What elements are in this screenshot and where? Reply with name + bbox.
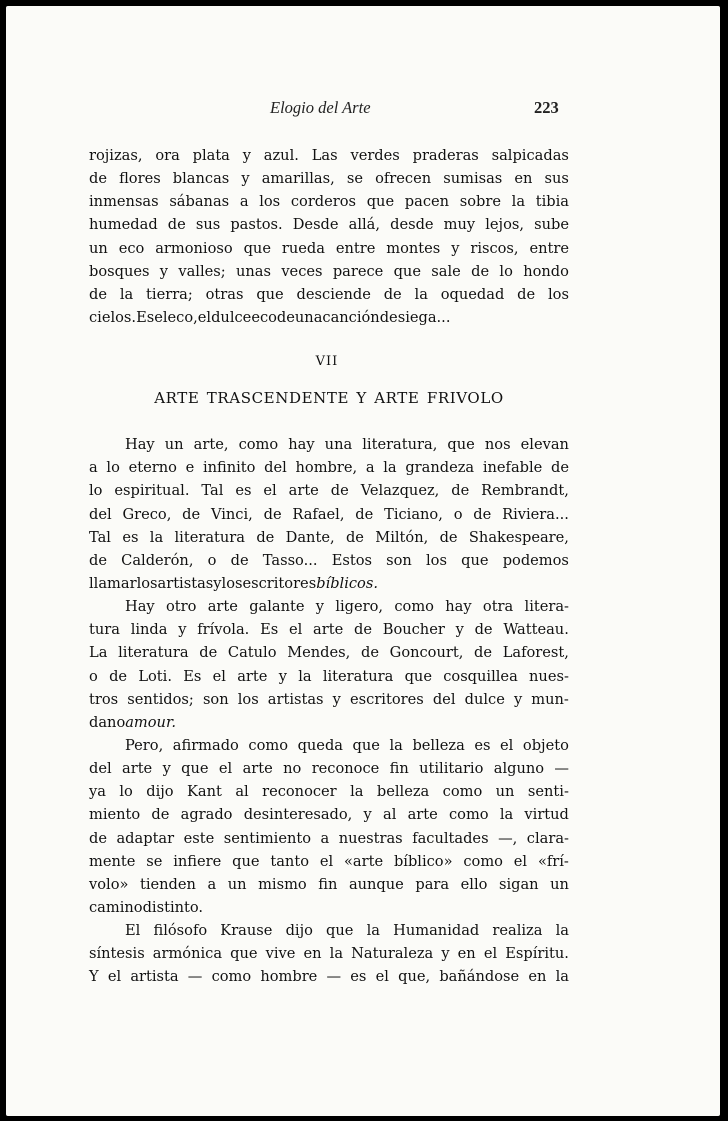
italic-word: bíblicos.: [316, 574, 378, 592]
text-line: un eco armonioso que rueda entre montes y riscos, entre: [89, 239, 569, 257]
text-line: del arte y que el arte no reconoce fin utilitario alguno —: [89, 760, 569, 778]
text-line: humedad de sus pastos. Desde allá, desde muy lejos, sube: [89, 216, 569, 234]
text-line: Y el artista — como hombre — es el que, bañándose en la: [89, 968, 569, 986]
text-line: inmensas sábanas a los corderos que pacen sobre la tibia: [89, 193, 569, 211]
text-line: volo» tienden a un mismo fin aunque para ello sigan un: [89, 875, 569, 893]
paragraph-5: [89, 919, 569, 988]
text-line: cielos. Es el eco, el dulce eco de una canción de siega...: [89, 308, 451, 326]
body-text: [89, 144, 569, 989]
page-header: [6, 98, 720, 122]
text-line: ya lo dijo Kant al reconocer la belleza como un senti-: [89, 783, 569, 801]
text-line: a lo eterno e infinito del hombre, a la grandeza inefable de: [89, 459, 569, 477]
text-line: llamar los artistas y los escritores bíblicos.: [89, 574, 378, 592]
text-line: de la tierra; otras que desciende de la oquedad de los: [89, 285, 569, 303]
running-title: Elogio del Arte: [270, 98, 371, 117]
text-line: o de Loti. Es el arte y la literatura que cosquillea nues-: [89, 667, 569, 685]
text-line: de Calderón, o de Tasso... Estos son los que podemos: [89, 551, 569, 569]
paragraph-2: [89, 433, 569, 595]
book-page: [6, 6, 720, 1116]
text-line: lo espiritual. Tal es el arte de Velazquez, de Rembrandt,: [89, 482, 569, 500]
text-line: Pero, afirmado como queda que la belleza es el objeto: [125, 736, 569, 754]
paragraph-1: [89, 144, 569, 329]
text-line: bosques y valles; unas veces parece que sale de lo hondo: [89, 262, 569, 280]
paragraph-3: [89, 595, 569, 734]
text-line: de adaptar este sentimiento a nuestras facultades —, clara-: [89, 829, 569, 847]
section-number: VII: [315, 354, 339, 370]
text-line: Hay un arte, como hay una literatura, que nos elevan: [125, 436, 569, 454]
text-line: Hay otro arte galante y ligero, como hay otra litera-: [125, 598, 569, 616]
text-line: El filósofo Krause dijo que la Humanidad realiza la: [125, 922, 569, 940]
text-line: tros sentidos; son los artistas y escritores del dulce y mun-: [89, 690, 569, 708]
text-line: miento de agrado desinteresado, y al arte como la virtud: [89, 806, 569, 824]
text-line: mente se infiere que tanto el «arte bíblico» como el «frí-: [89, 852, 569, 870]
italic-word: amour.: [125, 713, 176, 731]
page-number: 223: [534, 98, 559, 117]
text-line: Tal es la literatura de Dante, de Miltón, de Shakespeare,: [89, 528, 569, 546]
text-line: rojizas, ora plata y azul. Las verdes praderas salpicadas: [89, 147, 569, 164]
text-line: de flores blancas y amarillas, se ofrecen sumisas en sus: [89, 170, 569, 188]
text-line: síntesis armónica que vive en la Naturaleza y en el Espíritu.: [89, 945, 569, 963]
text-line: camino distinto.: [89, 898, 204, 916]
section-title: ARTE TRASCENDENTE Y ARTE FRIVOLO: [154, 389, 504, 408]
text-line: dano amour.: [89, 713, 176, 731]
text-line: La literatura de Catulo Mendes, de Goncourt, de Laforest,: [89, 644, 569, 662]
text-line: tura linda y frívola. Es el arte de Boucher y de Watteau.: [89, 621, 569, 639]
text-line: del Greco, de Vinci, de Rafael, de Ticiano, o de Riviera...: [89, 505, 569, 523]
paragraph-4: [89, 734, 569, 919]
